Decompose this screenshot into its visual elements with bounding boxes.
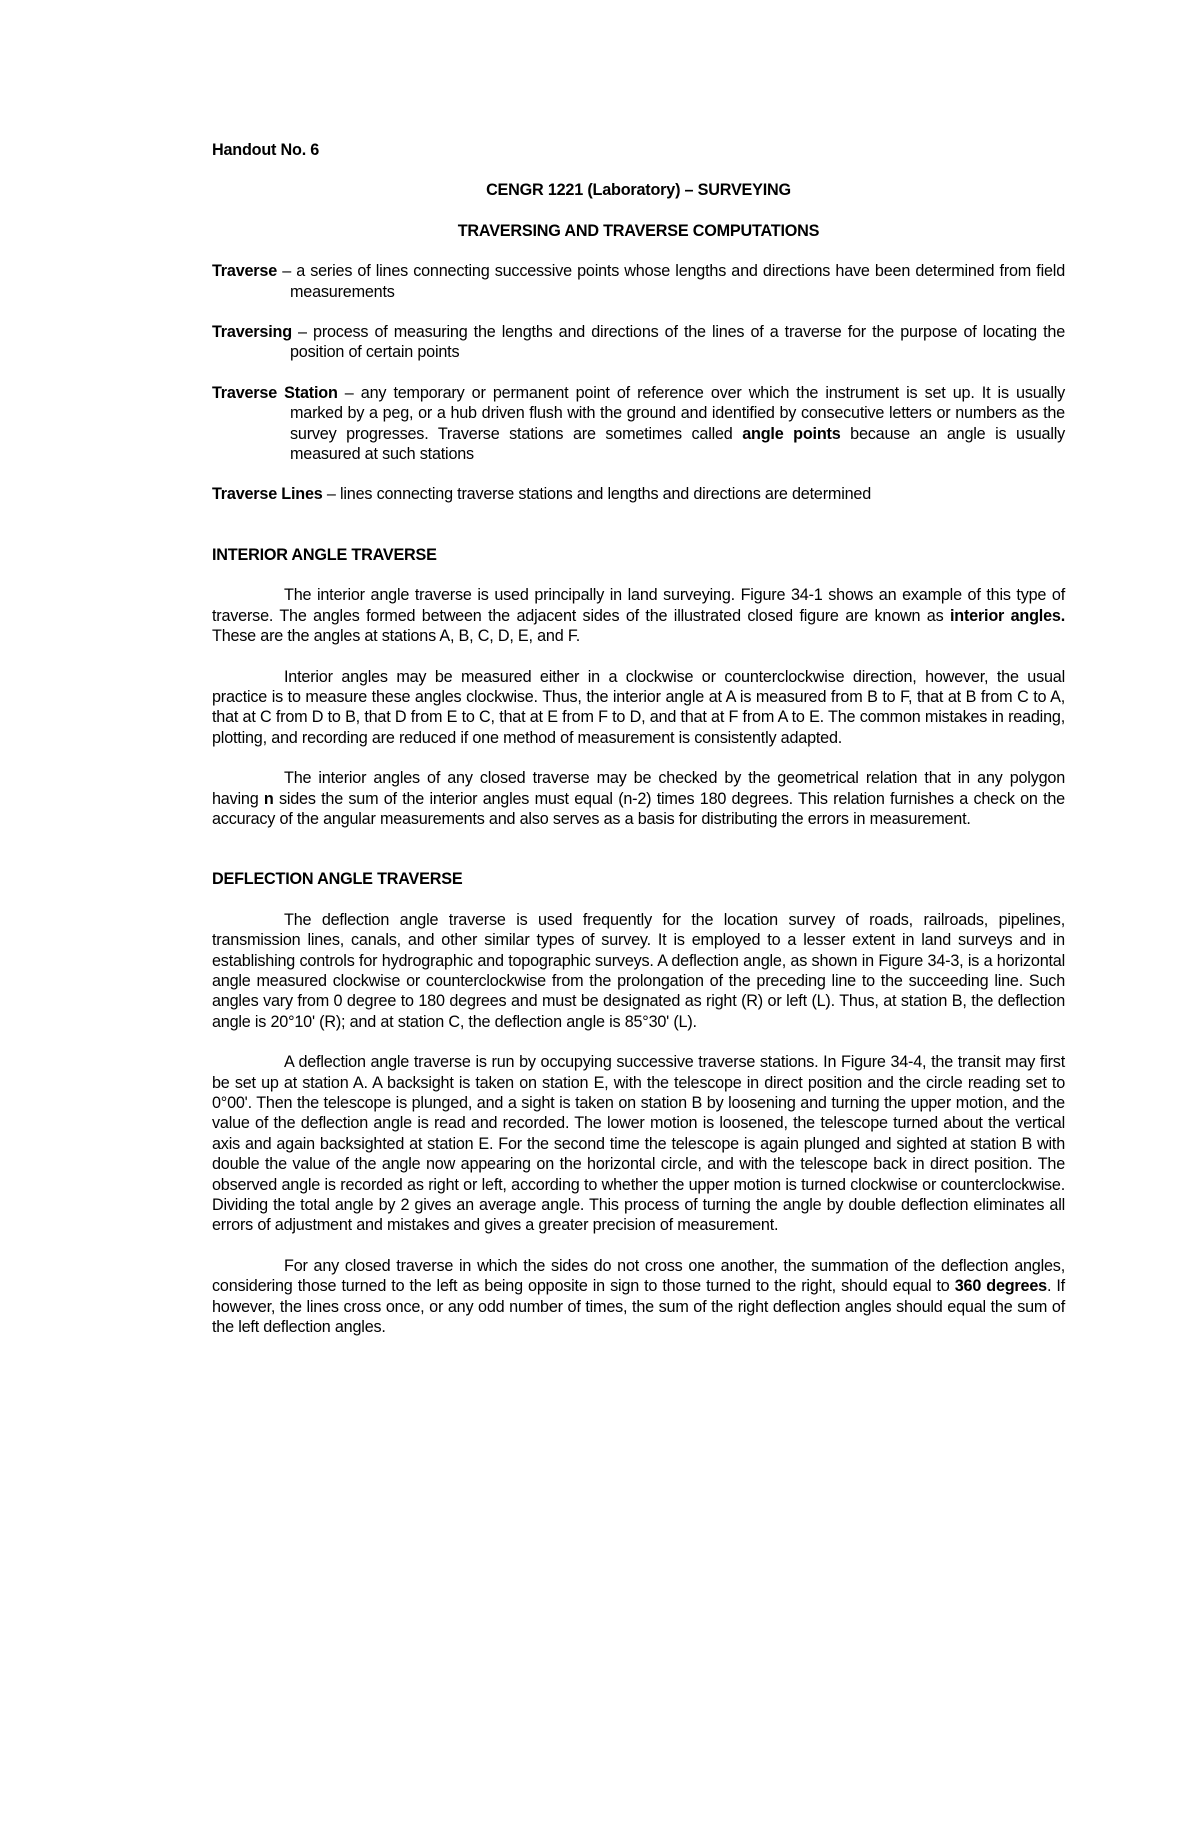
deflection-paragraph-2: A deflection angle traverse is run by occupying successive traverse stations. In Figure 34-4, the transit may first be set up at station A. A backsight is taken on station E, with the telescope in direct position and the circle reading set to 0°00'. Then the telescope is plunged, and a sight is taken on station B by loosening and turning the upper motion, and the value of the deflection angle is read and recorded. The lower motion is loosened, the telescope turned about the vertical axis and again backsighted at station E. For the second time the telescope is again plunged and sighted at station B with double the value of the angle now appearing on the horizontal circle, and with the telescope back in direct position. The observed angle is recorded as right or left, according to whether the upper motion is turned clockwise or counterclockwise. Dividing the total angle by 2 gives an average angle. This process of turning the angle by double deflection eliminates all errors of adjustment and mistakes and gives a greater precision of measurement. bbox=[212, 1053, 1065, 1235]
paragraph-text-after: These are the angles at stations A, B, C, D, E, and F. bbox=[212, 627, 581, 646]
deflection-paragraph-3 bbox=[212, 1256, 1065, 1338]
topic-title: TRAVERSING AND TRAVERSE COMPUTATIONS bbox=[457, 221, 820, 240]
handout-label: Handout No. 6 bbox=[212, 141, 320, 159]
paragraph-text: The interior angles of any closed traverse may be checked by the geometrical relation that in any polygon having bbox=[212, 769, 1065, 808]
definition-bold-phrase: angle points bbox=[742, 424, 841, 443]
course-title: CENGR 1221 (Laboratory) – SURVEYING bbox=[486, 181, 791, 200]
document-page bbox=[212, 140, 1065, 1357]
definition-term: Traverse Station bbox=[212, 383, 338, 402]
paragraph-text: For any closed traverse in which the sides do not cross one another, the summation of the deflection angles, considering those turned to the left as being opposite in sign to those turned to the right, should equal to bbox=[212, 1256, 1065, 1296]
paragraph-bold: n bbox=[263, 789, 274, 808]
deflection-paragraph-1: The deflection angle traverse is used frequently for the location survey of roads, railroads, pipelines, transmission lines, canals, and other similar types of survey. It is employed to a lesser extent in land surveys and in establishing controls for hydrographic and topographic surveys. A deflection angle, as shown in Figure 34-3, is a horizontal angle measured clockwise or counterclockwise from the prolongation of the preceding line to the succeeding line. Such angles vary from 0 degree to 180 degrees and must be designated as right (R) or left (L). Thus, at station B, the deflection angle is 20°10' (R); and at station C, the deflection angle is 85°30' (L). bbox=[212, 910, 1065, 1031]
paragraph-bold: interior angles. bbox=[949, 606, 1065, 625]
definition-traverse-station bbox=[212, 383, 1065, 465]
definition-traversing bbox=[212, 322, 1065, 363]
interior-angle-heading: INTERIOR ANGLE TRAVERSE bbox=[212, 545, 437, 564]
interior-paragraph-1 bbox=[212, 585, 1065, 646]
definition-term: Traverse Lines bbox=[212, 485, 323, 504]
definition-term: Traversing bbox=[212, 323, 292, 342]
definition-traverse-lines bbox=[212, 484, 1065, 504]
deflection-angle-heading: DEFLECTION ANGLE TRAVERSE bbox=[212, 870, 463, 889]
paragraph-bold: 360 degrees bbox=[954, 1277, 1047, 1296]
definition-text: – lines connecting traverse stations and lengths and directions are determined bbox=[322, 485, 871, 504]
definition-text: – a series of lines connecting successive points whose lengths and directions have been determined from field measurements bbox=[277, 262, 1065, 301]
paragraph-text-after: sides the sum of the interior angles must equal (n-2) times 180 degrees. This relation furnishes a check on the accuracy of the angular measurements and also serves as a basis for distributing the errors in measurement. bbox=[212, 789, 1065, 828]
definition-text: – process of measuring the lengths and directions of the lines of a traverse for the purpose of locating the position of certain points bbox=[290, 323, 1065, 362]
definition-text: – any temporary or permanent point of reference over which the instrument is set up. It is usually marked by a peg, or a hub driven flush with the ground and identified by consecutive letters or numbers as the survey progresses. Traverse stations are sometimes called bbox=[290, 383, 1066, 443]
paragraph-text-after: . If however, the lines cross once, or any odd number of times, the sum of the right deflection angles should equal the sum of the left deflection angles. bbox=[212, 1277, 1065, 1337]
interior-paragraph-3 bbox=[212, 768, 1065, 829]
definition-term: Traverse bbox=[212, 262, 278, 281]
definition-traverse bbox=[212, 261, 1065, 302]
definition-text-after: because an angle is usually measured at such stations bbox=[290, 424, 1066, 464]
interior-paragraph-2: Interior angles may be measured either in a clockwise or counterclockwise direction, however, the usual practice is to measure these angles clockwise. Thus, the interior angle at A is measured from B to F, that at B from C to A, that at C from D to B, that D from E to C, that at E from F to D, and that at F from A to E. The common mistakes in reading, plotting, and recording are reduced if one method of measurement is consistently adapted. bbox=[212, 667, 1065, 747]
paragraph-text: The interior angle traverse is used principally in land surveying. Figure 34-1 shows an example of this type of traverse. The angles formed between the adjacent sides of the illustrated closed figure are known as bbox=[212, 586, 1065, 625]
